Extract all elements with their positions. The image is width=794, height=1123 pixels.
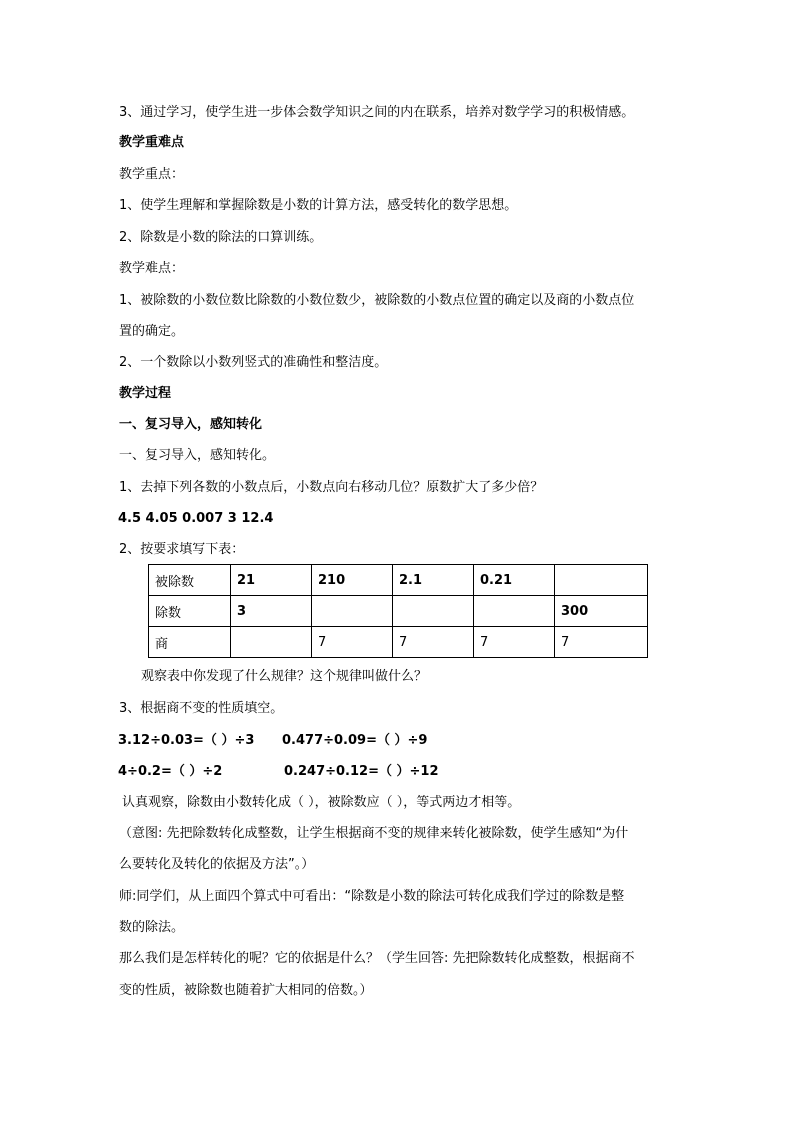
difficult-point-2: 2、一个数除以小数列竖式的准确性和整洁度。 bbox=[119, 355, 388, 370]
equation-3: 4÷0.2=（ ）÷2 bbox=[118, 764, 223, 779]
question-1: 1、去掉下列各数的小数点后，小数点向右移动几位？原数扩大了多少倍？ bbox=[119, 480, 544, 495]
table-cell: 7 bbox=[393, 627, 474, 658]
section-1-heading: 一、复习导入，感知转化 bbox=[119, 417, 263, 432]
table-cell: 7 bbox=[474, 627, 555, 658]
question-line-2: 变的性质，被除数也随着扩大相同的倍数。） bbox=[119, 983, 373, 998]
teaching-goal-3: 3、通过学习，使学生进一步体会数学知识之间的内在联系，培养对数学学习的积极情感。 bbox=[119, 105, 635, 120]
intent-line-1: （意图: 先把除数转化成整数，让学生根据商不变的规律来转化被除数，使学生感知“为什 bbox=[119, 826, 629, 841]
table-cell bbox=[555, 565, 648, 596]
careful-observation: 认真观察，除数由小数转化成（ ），被除数应（ ），等式两边才相等。 bbox=[122, 795, 521, 810]
table-cell: 21 bbox=[231, 565, 312, 596]
table-cell bbox=[393, 596, 474, 627]
question-line-1: 那么我们是怎样转化的呢？它的依据是什么？（学生回答: 先把除数转化成整数，根据商不 bbox=[119, 951, 635, 966]
key-point-1: 1、使学生理解和掌握除数是小数的计算方法，感受转化的数学思想。 bbox=[119, 198, 518, 213]
table-cell: 7 bbox=[555, 627, 648, 658]
table-cell: 除数 bbox=[149, 596, 231, 627]
difficult-points-label: 教学难点： bbox=[119, 261, 185, 276]
table-cell bbox=[231, 627, 312, 658]
question-1-numbers: 4.5 4.05 0.007 3 12.4 bbox=[118, 511, 274, 526]
key-difficult-heading: 教学重难点 bbox=[119, 135, 185, 150]
table-cell: 300 bbox=[555, 596, 648, 627]
difficult-point-1-line-1: 1、被除数的小数位数比除数的小数位数少，被除数的小数点位置的确定以及商的小数点位 bbox=[119, 293, 635, 308]
equation-4: 0.247÷0.12=（ ）÷12 bbox=[284, 764, 439, 779]
observe-question: 观察表中你发现了什么规律？这个规律叫做什么？ bbox=[141, 669, 428, 684]
table-cell bbox=[474, 596, 555, 627]
table-cell bbox=[312, 596, 393, 627]
table-cell: 7 bbox=[312, 627, 393, 658]
table-row bbox=[149, 596, 648, 627]
question-3: 3、根据商不变的性质填空。 bbox=[119, 701, 284, 716]
section-1-subheading: 一、复习导入，感知转化。 bbox=[119, 448, 276, 463]
teacher-line-2: 数的除法。 bbox=[119, 920, 185, 935]
intent-line-2: 么要转化及转化的依据及方法”。） bbox=[119, 857, 315, 872]
table-cell: 商 bbox=[149, 627, 231, 658]
table-cell: 0.21 bbox=[474, 565, 555, 596]
question-2: 2、按要求填写下表： bbox=[119, 542, 245, 557]
teacher-line-1: 师:同学们，从上面四个算式中可看出：“除数是小数的除法可转化成我们学过的除数是整 bbox=[119, 889, 625, 904]
key-points-label: 教学重点： bbox=[119, 167, 185, 182]
key-point-2: 2、除数是小数的除法的口算训练。 bbox=[119, 230, 323, 245]
table-cell: 210 bbox=[312, 565, 393, 596]
table-row bbox=[149, 565, 648, 596]
quotient-table bbox=[148, 564, 648, 658]
table-cell: 3 bbox=[231, 596, 312, 627]
table-cell: 2.1 bbox=[393, 565, 474, 596]
table-cell: 被除数 bbox=[149, 565, 231, 596]
process-heading: 教学过程 bbox=[119, 386, 172, 401]
table-row bbox=[149, 627, 648, 658]
equation-1: 3.12÷0.03=（ ）÷3 bbox=[118, 733, 255, 748]
equation-2: 0.477÷0.09=（ ）÷9 bbox=[282, 733, 428, 748]
difficult-point-1-line-2: 置的确定。 bbox=[119, 324, 185, 339]
